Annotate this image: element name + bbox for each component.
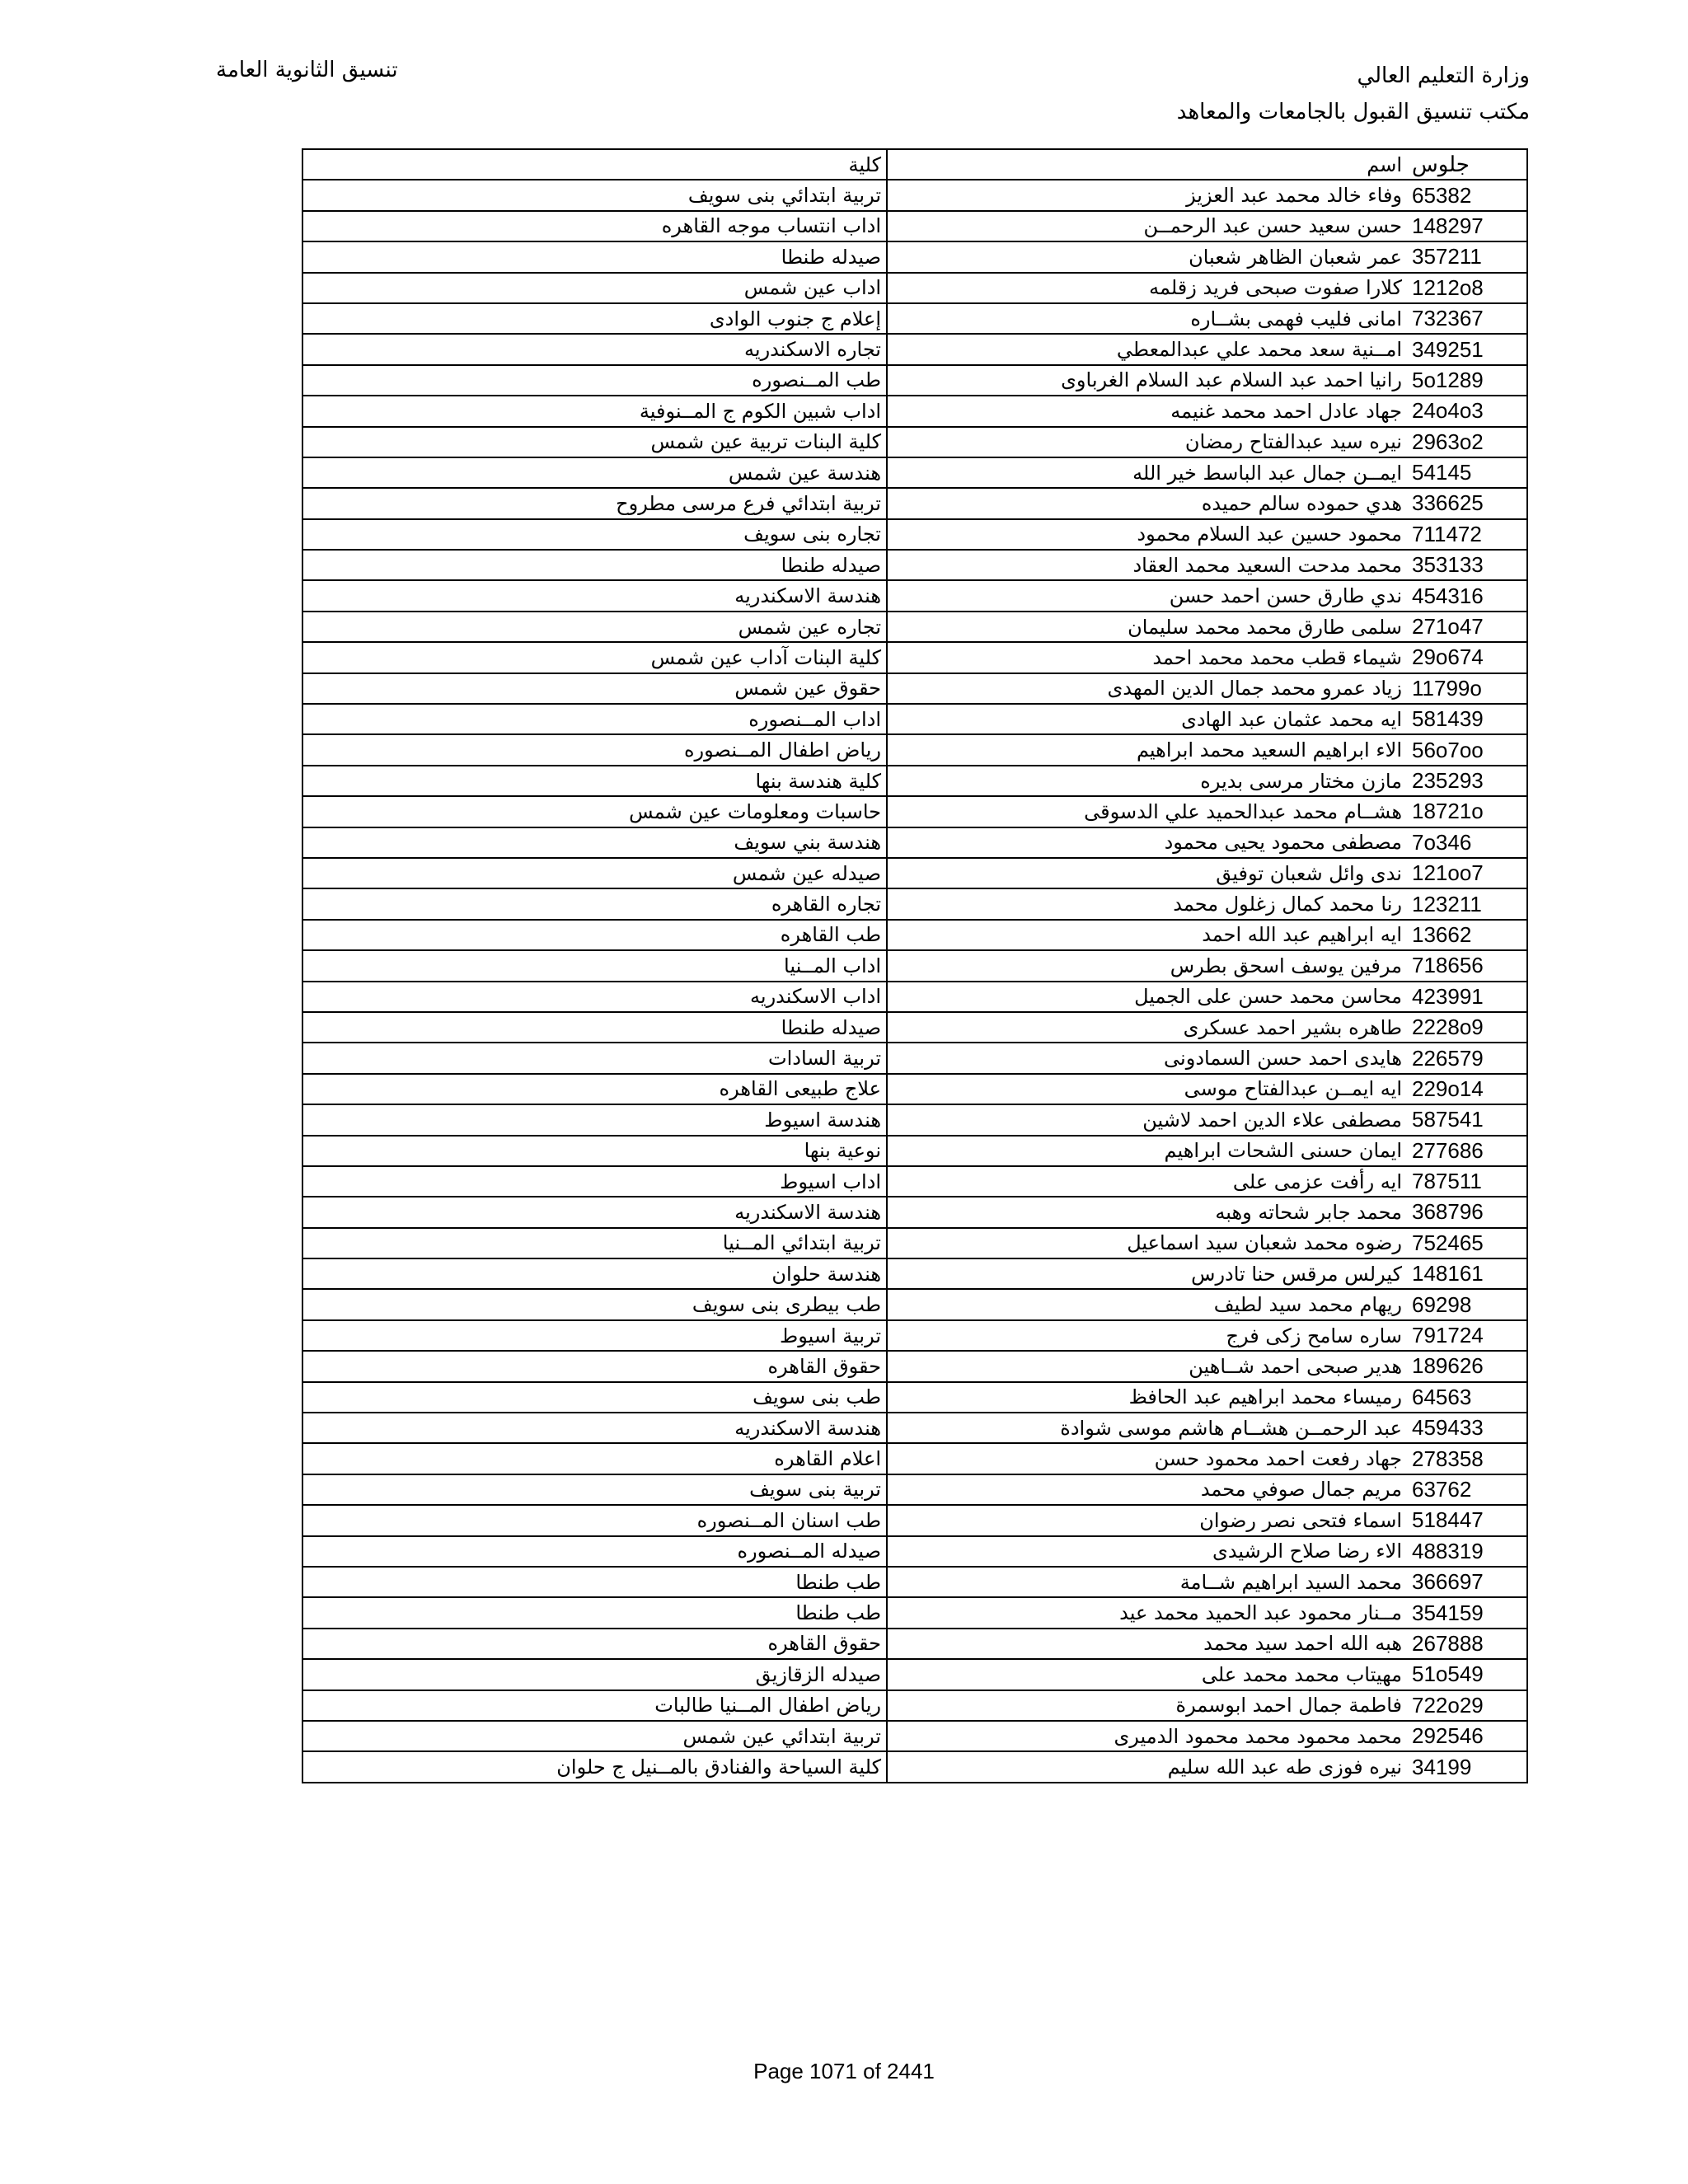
name-cell: نيره سيد عبدالفتاح رمضان bbox=[887, 427, 1407, 457]
seat-cell: 752465 bbox=[1407, 1228, 1527, 1258]
table-row bbox=[302, 1228, 1527, 1258]
college-cell: اداب المــنصوره bbox=[302, 704, 887, 734]
seat-cell: 34199 bbox=[1407, 1751, 1527, 1782]
college-cell: اداب اسيوط bbox=[302, 1166, 887, 1197]
name-cell: هدير صبحى احمد شــاهين bbox=[887, 1351, 1407, 1381]
table-row bbox=[302, 1136, 1527, 1166]
name-cell: ندي طارق حسن احمد حسن bbox=[887, 580, 1407, 611]
college-cell: حقوق عين شمس bbox=[302, 673, 887, 704]
table-row bbox=[302, 241, 1527, 272]
table-row bbox=[302, 519, 1527, 550]
college-cell: علاج طبيعى القاهره bbox=[302, 1074, 887, 1104]
seat-cell: 69298 bbox=[1407, 1289, 1527, 1319]
name-cell: الاء ابراهيم السعيد محمد ابراهيم bbox=[887, 734, 1407, 765]
seat-cell: 229o14 bbox=[1407, 1074, 1527, 1104]
name-cell: جهاد عادل احمد محمد غنيمه bbox=[887, 396, 1407, 426]
name-cell: ايه محمد عثمان عبد الهادى bbox=[887, 704, 1407, 734]
college-cell: تربية اسيوط bbox=[302, 1320, 887, 1351]
seat-cell: 29o674 bbox=[1407, 642, 1527, 673]
name-cell: اسماء فتحى نصر رضوان bbox=[887, 1505, 1407, 1535]
name-cell: حسن سعيد حسن عبد الرحمــن bbox=[887, 211, 1407, 241]
name-cell: محمد السيد ابراهيم شــامة bbox=[887, 1567, 1407, 1597]
table-row bbox=[302, 1629, 1527, 1659]
seat-cell: 51o549 bbox=[1407, 1659, 1527, 1690]
name-cell: فاطمة جمال احمد ابوسمرة bbox=[887, 1690, 1407, 1721]
seat-cell: 357211 bbox=[1407, 241, 1527, 272]
college-cell: اداب انتساب موجه القاهره bbox=[302, 211, 887, 241]
college-cell: صيدله المــنصوره bbox=[302, 1536, 887, 1567]
seat-cell: 63762 bbox=[1407, 1474, 1527, 1505]
seat-cell: 349251 bbox=[1407, 334, 1527, 364]
college-cell: هندسة بني سويف bbox=[302, 827, 887, 858]
table-row bbox=[302, 920, 1527, 950]
table-row bbox=[302, 888, 1527, 919]
name-cell: ايمــن جمال عبد الباسط خير الله bbox=[887, 457, 1407, 488]
header-left-title: تنسيق الثانوية العامة bbox=[216, 58, 398, 82]
college-cell: نوعية بنها bbox=[302, 1136, 887, 1166]
college-cell: طب المــنصوره bbox=[302, 365, 887, 396]
college-cell: صيدله عين شمس bbox=[302, 858, 887, 888]
column-header-college: كلية bbox=[302, 149, 887, 180]
table-row bbox=[302, 457, 1527, 488]
name-cell: زياد عمرو محمد جمال الدين المهدى bbox=[887, 673, 1407, 704]
college-cell: تربية السادات bbox=[302, 1043, 887, 1073]
table-row bbox=[302, 734, 1527, 765]
name-cell: رميساء محمد ابراهيم عبد الحافظ bbox=[887, 1382, 1407, 1413]
table-row bbox=[302, 1443, 1527, 1474]
table-row bbox=[302, 1104, 1527, 1135]
table-row bbox=[302, 982, 1527, 1012]
college-cell: تربية ابتدائي عين شمس bbox=[302, 1721, 887, 1751]
name-cell: عبد الرحمــن هشــام هاشم موسى شوادة bbox=[887, 1413, 1407, 1443]
seat-cell: 732367 bbox=[1407, 303, 1527, 334]
name-cell: مــنار محمود عبد الحميد محمد عيد bbox=[887, 1597, 1407, 1628]
table-row bbox=[302, 642, 1527, 673]
seat-cell: 292546 bbox=[1407, 1721, 1527, 1751]
college-cell: تجاره الاسكندريه bbox=[302, 334, 887, 364]
seat-cell: 189626 bbox=[1407, 1351, 1527, 1381]
seat-cell: 722o29 bbox=[1407, 1690, 1527, 1721]
seat-cell: 11799o bbox=[1407, 673, 1527, 704]
college-cell: طب اسنان المــنصوره bbox=[302, 1505, 887, 1535]
name-cell: وفاء خالد محمد عبد العزيز bbox=[887, 180, 1407, 210]
college-cell: اداب عين شمس bbox=[302, 273, 887, 303]
name-cell: نيره فوزى طه عبد الله سليم bbox=[887, 1751, 1407, 1782]
seat-cell: 1212o8 bbox=[1407, 273, 1527, 303]
office-title: مكتب تنسيق القبول بالجامعات والمعاهد bbox=[1176, 100, 1530, 124]
table-row bbox=[302, 580, 1527, 611]
college-cell: اداب شبين الكوم ج المــنوفية bbox=[302, 396, 887, 426]
table-header-row bbox=[302, 149, 1527, 180]
table-row bbox=[302, 180, 1527, 210]
college-cell: هندسة حلوان bbox=[302, 1258, 887, 1289]
table-row bbox=[302, 550, 1527, 580]
college-cell: تجاره عين شمس bbox=[302, 612, 887, 642]
seat-cell: 64563 bbox=[1407, 1382, 1527, 1413]
seat-cell: 271o47 bbox=[1407, 612, 1527, 642]
table-row bbox=[302, 273, 1527, 303]
seat-cell: 454316 bbox=[1407, 580, 1527, 611]
table-row bbox=[302, 1320, 1527, 1351]
name-cell: مريم جمال صوفي محمد bbox=[887, 1474, 1407, 1505]
table-row bbox=[302, 1258, 1527, 1289]
ministry-title: وزارة التعليم العالي bbox=[1357, 63, 1530, 88]
seat-cell: 235293 bbox=[1407, 766, 1527, 796]
college-cell: طب بيطرى بنى سويف bbox=[302, 1289, 887, 1319]
seat-cell: 123211 bbox=[1407, 888, 1527, 919]
college-cell: صيدله الزقازيق bbox=[302, 1659, 887, 1690]
seat-cell: 148161 bbox=[1407, 1258, 1527, 1289]
seat-cell: 226579 bbox=[1407, 1043, 1527, 1073]
table-row bbox=[302, 303, 1527, 334]
table-row bbox=[302, 211, 1527, 241]
table-row bbox=[302, 1197, 1527, 1227]
table-row bbox=[302, 1166, 1527, 1197]
name-cell: هايدى احمد حسن السمادونى bbox=[887, 1043, 1407, 1073]
table-row bbox=[302, 704, 1527, 734]
college-cell: حاسبات ومعلومات عين شمس bbox=[302, 796, 887, 827]
name-cell: مصطفى علاء الدين احمد لاشين bbox=[887, 1104, 1407, 1135]
college-cell: اعلام القاهره bbox=[302, 1443, 887, 1474]
name-cell: مازن مختار مرسى بديره bbox=[887, 766, 1407, 796]
table-row bbox=[302, 1413, 1527, 1443]
table-row bbox=[302, 1289, 1527, 1319]
table-row bbox=[302, 1012, 1527, 1043]
name-cell: ايه ايمــن عبدالفتاح موسى bbox=[887, 1074, 1407, 1104]
college-cell: طب طنطا bbox=[302, 1597, 887, 1628]
name-cell: ايه ابراهيم عبد الله احمد bbox=[887, 920, 1407, 950]
seat-cell: 518447 bbox=[1407, 1505, 1527, 1535]
name-cell: سلمى طارق محمد محمد سليمان bbox=[887, 612, 1407, 642]
name-cell: مصطفى محمود يحيى محمود bbox=[887, 827, 1407, 858]
table-row bbox=[302, 1043, 1527, 1073]
college-cell: طب طنطا bbox=[302, 1567, 887, 1597]
college-cell: إعلام ج جنوب الوادى bbox=[302, 303, 887, 334]
college-cell: كلية البنات تربية عين شمس bbox=[302, 427, 887, 457]
seat-cell: 5o1289 bbox=[1407, 365, 1527, 396]
table-row bbox=[302, 1474, 1527, 1505]
column-header-name: اسم bbox=[887, 149, 1407, 180]
college-cell: اداب المــنيا bbox=[302, 950, 887, 981]
seat-cell: 368796 bbox=[1407, 1197, 1527, 1227]
name-cell: شيماء قطب محمد محمد احمد bbox=[887, 642, 1407, 673]
name-cell: هدي حموده سالم حميده bbox=[887, 488, 1407, 518]
college-cell: اداب الاسكندريه bbox=[302, 982, 887, 1012]
table-row bbox=[302, 796, 1527, 827]
name-cell: ندى وائل شعبان توفيق bbox=[887, 858, 1407, 888]
table-row bbox=[302, 673, 1527, 704]
results-table-wrapper bbox=[302, 148, 1526, 1783]
seat-cell: 278358 bbox=[1407, 1443, 1527, 1474]
header-right-block bbox=[1177, 58, 1530, 130]
college-cell: طب بنى سويف bbox=[302, 1382, 887, 1413]
name-cell: ايه رأفت عزمى على bbox=[887, 1166, 1407, 1197]
seat-cell: 13662 bbox=[1407, 920, 1527, 950]
name-cell: امــنية سعد محمد علي عبدالمعطي bbox=[887, 334, 1407, 364]
seat-cell: 791724 bbox=[1407, 1320, 1527, 1351]
table-row bbox=[302, 396, 1527, 426]
table-row bbox=[302, 488, 1527, 518]
seat-cell: 423991 bbox=[1407, 982, 1527, 1012]
name-cell: رضوه محمد شعبان سيد اسماعيل bbox=[887, 1228, 1407, 1258]
college-cell: تربية ابتدائي فرع مرسى مطروح bbox=[302, 488, 887, 518]
college-cell: هندسة الاسكندريه bbox=[302, 1197, 887, 1227]
seat-cell: 148297 bbox=[1407, 211, 1527, 241]
name-cell: ايمان حسنى الشحات ابراهيم bbox=[887, 1136, 1407, 1166]
table-row bbox=[302, 1074, 1527, 1104]
table-row bbox=[302, 827, 1527, 858]
seat-cell: 354159 bbox=[1407, 1597, 1527, 1628]
results-table-body bbox=[302, 149, 1527, 1783]
table-row bbox=[302, 612, 1527, 642]
page-number: Page 1071 of 2441 bbox=[753, 2059, 935, 2083]
name-cell: عمر شعبان الظاهر شعبان bbox=[887, 241, 1407, 272]
college-cell: تربية ابتدائي المــنيا bbox=[302, 1228, 887, 1258]
name-cell: كلارا صفوت صبحى فريد زقلمه bbox=[887, 273, 1407, 303]
name-cell: امانى فليب فهمى بشــاره bbox=[887, 303, 1407, 334]
college-cell: صيدله طنطا bbox=[302, 241, 887, 272]
seat-cell: 587541 bbox=[1407, 1104, 1527, 1135]
table-row bbox=[302, 1659, 1527, 1690]
name-cell: ريهام محمد سيد لطيف bbox=[887, 1289, 1407, 1319]
college-cell: كلية السياحة والفنادق بالمــنيل ج حلوان bbox=[302, 1751, 887, 1782]
college-cell: رياض اطفال المــنيا طالبات bbox=[302, 1690, 887, 1721]
table-row bbox=[302, 1567, 1527, 1597]
table-row bbox=[302, 1721, 1527, 1751]
college-cell: كلية البنات آداب عين شمس bbox=[302, 642, 887, 673]
college-cell: هندسة الاسكندريه bbox=[302, 580, 887, 611]
seat-cell: 711472 bbox=[1407, 519, 1527, 550]
name-cell: رنا محمد كمال زغلول محمد bbox=[887, 888, 1407, 919]
college-cell: حقوق القاهره bbox=[302, 1351, 887, 1381]
table-row bbox=[302, 427, 1527, 457]
seat-cell: 488319 bbox=[1407, 1536, 1527, 1567]
seat-cell: 2963o2 bbox=[1407, 427, 1527, 457]
table-row bbox=[302, 1690, 1527, 1721]
table-row bbox=[302, 1382, 1527, 1413]
results-table bbox=[302, 148, 1528, 1783]
college-cell: هندسة الاسكندريه bbox=[302, 1413, 887, 1443]
college-cell: تجاره القاهره bbox=[302, 888, 887, 919]
seat-cell: 459433 bbox=[1407, 1413, 1527, 1443]
seat-cell: 336625 bbox=[1407, 488, 1527, 518]
table-row bbox=[302, 1751, 1527, 1782]
name-cell: طاهره بشير احمد عسكرى bbox=[887, 1012, 1407, 1043]
seat-cell: 7o346 bbox=[1407, 827, 1527, 858]
name-cell: ساره سامح زكى فرج bbox=[887, 1320, 1407, 1351]
name-cell: هشــام محمد عبدالحميد علي الدسوقى bbox=[887, 796, 1407, 827]
college-cell: كلية هندسة بنها bbox=[302, 766, 887, 796]
seat-cell: 56o7oo bbox=[1407, 734, 1527, 765]
college-cell: هندسة اسيوط bbox=[302, 1104, 887, 1135]
seat-cell: 581439 bbox=[1407, 704, 1527, 734]
name-cell: محمد جابر شحاته وهبه bbox=[887, 1197, 1407, 1227]
name-cell: مهيتاب محمد محمد على bbox=[887, 1659, 1407, 1690]
table-row bbox=[302, 858, 1527, 888]
seat-cell: 65382 bbox=[1407, 180, 1527, 210]
name-cell: محمد محمود محمد محمود الدميرى bbox=[887, 1721, 1407, 1751]
seat-cell: 277686 bbox=[1407, 1136, 1527, 1166]
table-row bbox=[302, 1351, 1527, 1381]
name-cell: مرفين يوسف اسحق بطرس bbox=[887, 950, 1407, 981]
name-cell: هبه الله احمد سيد محمد bbox=[887, 1629, 1407, 1659]
college-cell: تربية بنى سويف bbox=[302, 1474, 887, 1505]
seat-cell: 787511 bbox=[1407, 1166, 1527, 1197]
college-cell: تربية ابتدائي بنى سويف bbox=[302, 180, 887, 210]
college-cell: هندسة عين شمس bbox=[302, 457, 887, 488]
college-cell: صيدله طنطا bbox=[302, 550, 887, 580]
seat-cell: 18721o bbox=[1407, 796, 1527, 827]
college-cell: رياض اطفال المــنصوره bbox=[302, 734, 887, 765]
college-cell: حقوق القاهره bbox=[302, 1629, 887, 1659]
seat-cell: 121oo7 bbox=[1407, 858, 1527, 888]
seat-cell: 366697 bbox=[1407, 1567, 1527, 1597]
name-cell: جهاد رفعت احمد محمود حسن bbox=[887, 1443, 1407, 1474]
seat-cell: 24o4o3 bbox=[1407, 396, 1527, 426]
college-cell: طب القاهره bbox=[302, 920, 887, 950]
name-cell: محمود حسين عبد السلام محمود bbox=[887, 519, 1407, 550]
table-row bbox=[302, 1536, 1527, 1567]
table-row bbox=[302, 766, 1527, 796]
seat-cell: 267888 bbox=[1407, 1629, 1527, 1659]
table-row bbox=[302, 365, 1527, 396]
table-row bbox=[302, 950, 1527, 981]
name-cell: محاسن محمد حسن على الجميل bbox=[887, 982, 1407, 1012]
column-header-seat: جلوس bbox=[1407, 149, 1527, 180]
college-cell: تجاره بنى سويف bbox=[302, 519, 887, 550]
table-row bbox=[302, 334, 1527, 364]
name-cell: محمد مدحت السعيد محمد العقاد bbox=[887, 550, 1407, 580]
seat-cell: 718656 bbox=[1407, 950, 1527, 981]
seat-cell: 353133 bbox=[1407, 550, 1527, 580]
name-cell: كيرلس مرقس حنا تادرس bbox=[887, 1258, 1407, 1289]
name-cell: رانيا احمد عبد السلام عبد السلام الغرباوى bbox=[887, 365, 1407, 396]
table-row bbox=[302, 1505, 1527, 1535]
seat-cell: 54145 bbox=[1407, 457, 1527, 488]
table-row bbox=[302, 1597, 1527, 1628]
college-cell: صيدله طنطا bbox=[302, 1012, 887, 1043]
name-cell: الاء رضا صلاح الرشيدى bbox=[887, 1536, 1407, 1567]
seat-cell: 2228o9 bbox=[1407, 1012, 1527, 1043]
